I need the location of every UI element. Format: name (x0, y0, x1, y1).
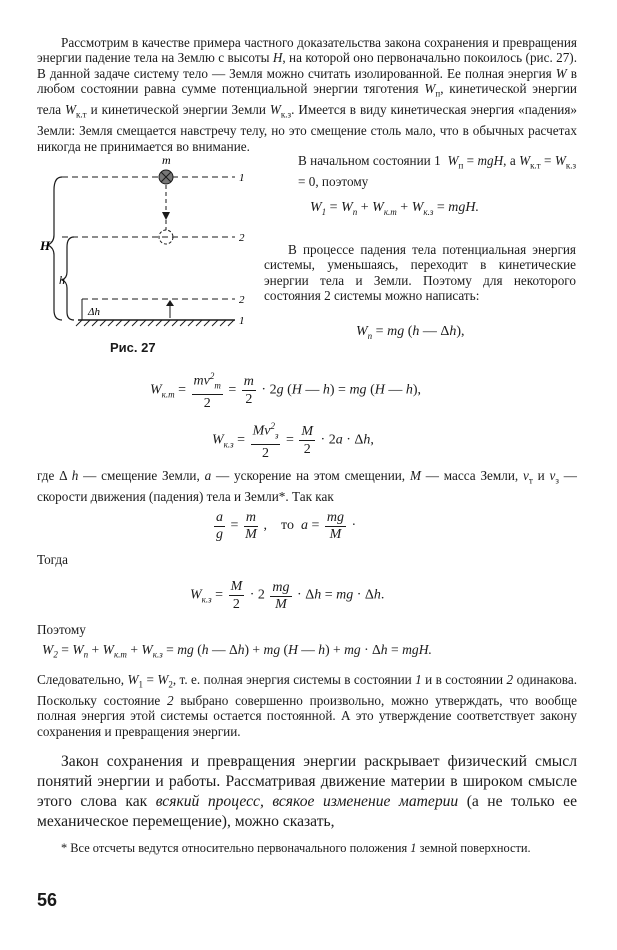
label-level-1: 1 (239, 172, 245, 184)
page-number: 56 (37, 890, 58, 910)
figure-caption: Рис. 27 (110, 340, 156, 355)
paragraph-conclusion: Следовательно, $W_1 = W_2$, т. е. полная энергия системы в состоянии 1 и в состоянии 2 одинакова. Поскольку состояние 2 выбрано совершенно произвольно, можно утверждать, что вообще полная энергия этой системы остается постоянной. А это утверждение соответствует закону сохранения и превращения энергии. (37, 672, 578, 739)
ground-hatching (76, 320, 234, 326)
label-m: m (162, 153, 171, 167)
equation-Wkz-final: $W_{к.з}$ = $\frac{M}{2}$ · 2 $\frac{mg}{M} \cdot \Delta h$ = mg · Δh. (190, 579, 385, 612)
paragraph-intro: Рассмотрим в качестве примера частного доказательства закона сохранения и превращения энергии падение тела на Землю с высоты H, на которой оно первоначально покоилось (рис. 27). В данной задаче систему тело — Земля можно считать изолированной. Ее полная энергия W в любом состоянии равна сумме потенциальной энергии тяготения $W_п$, кинетической энергии тела $W_{к.т}$ и кинетической энергии Земли $W_{к.з}$. Имеется в виду кинетическая энергия «падения» Земли: Земля смещается навстречу телу, но это смещение столь мало, что в обычных расчетах никогда не принимается во внимание. (37, 35, 577, 154)
word-therefore: Поэтому (37, 622, 86, 637)
equation-W1: $W_1 = W_п + W_{к.т} + W_{к.з}$ = mgH. (310, 200, 479, 217)
word-then: Тогда (37, 552, 68, 567)
earth-arrow-head (166, 300, 174, 306)
label-h: h (59, 273, 65, 287)
label-level-2: 2 (239, 232, 245, 244)
paragraph-falling: В процессе падения тела потенциальная энергия системы, уменьшаясь, переходит в кинетические энергии тела и Земли. Поэтому для некоторого состояния 2 системы можно написать: (264, 242, 576, 304)
equation-a-over-g: $\frac{a}{g}$ = $\frac{m}{M}$ , то a = $\frac{mg}{M}$ · (216, 510, 357, 542)
figure-27 (40, 150, 280, 350)
footnote: * Все отсчеты ведутся относительно первоначального положения 1 земной поверхности. (61, 841, 531, 855)
equation-W2: $W_2 = W_п + W_{к.т} + W_{к.з}$ = mg (h — Δh) + mg (H — h) + mg · Δh = mgH. (42, 642, 432, 660)
paragraph-law: Закон сохранения и превращения энергии раскрывает физический смысл понятий энергии и работы. Рассматривая движение материи в широком смысле этого слова как всякий процесс, всякое изменение материи (а не только ее механическое перемещение), можно сказать, (37, 753, 577, 830)
equation-Wkz: $W_{к.з}$ = $\frac{Mv^2_з}{2}$ = $\frac{M}{2}$ · 2a · Δh, (212, 418, 374, 462)
equation-Wp: $W_п$ = mg (h — Δh), (356, 324, 465, 341)
equation-Wkt: $W_{к.т}$ = $\frac{mv^2_т}{2}$ = $\frac{m}{2}$ · 2g (H — h) = mg (H — h), (150, 368, 421, 412)
paragraph-where: где Δ h — смещение Земли, a — ускорение на этом смещении, M — масса Земли, $v_т$ и $v_з$ — скорости движения (падения) тела и Земли*. Так как (37, 468, 577, 505)
fall-arrow (162, 212, 170, 220)
label-level-1-ground: 1 (239, 315, 245, 327)
label-dh: Δh (88, 306, 100, 318)
paragraph-initial-state: В начальном состоянии 1 $W_п$ = mgH, а $W_{к.т} = W_{к.з} = 0$, поэтому (298, 153, 577, 190)
label-level-2-ground: 2 (239, 294, 245, 306)
label-H: H (40, 238, 51, 253)
